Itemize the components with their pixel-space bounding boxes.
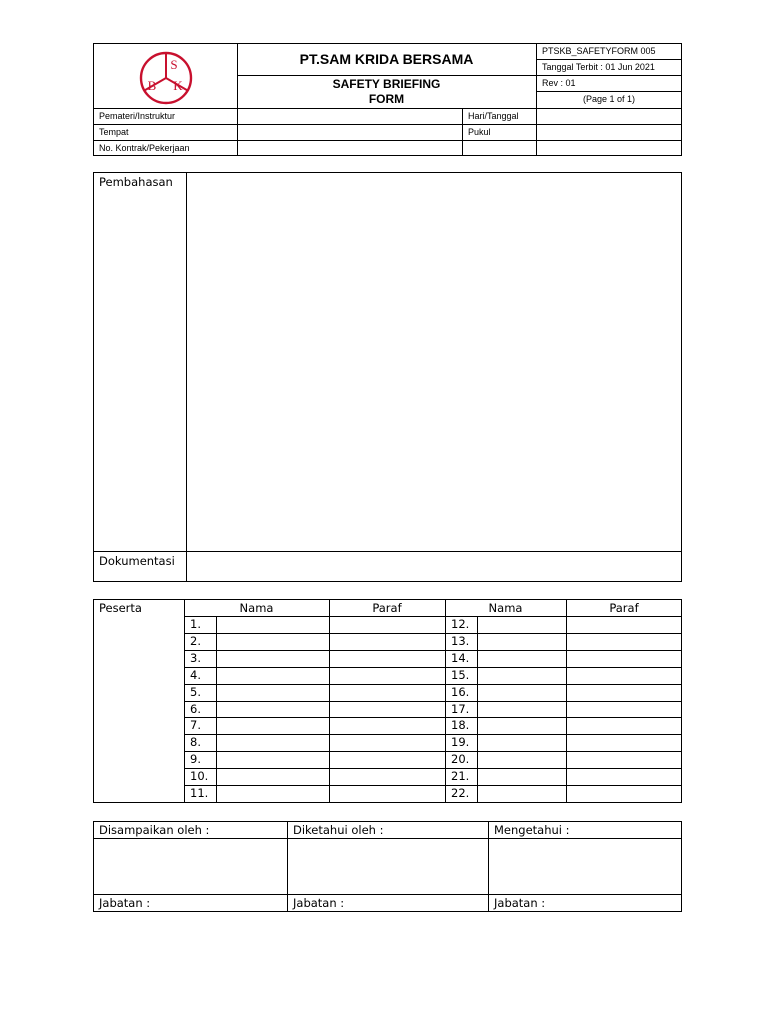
participant-name-field[interactable] xyxy=(217,651,328,666)
row-number: 14. xyxy=(451,651,470,665)
participants-label: Peserta xyxy=(99,601,142,615)
row-number: 15. xyxy=(451,668,470,682)
participant-signature-field[interactable] xyxy=(330,651,444,666)
participant-name-field[interactable] xyxy=(478,735,565,750)
participant-name-field[interactable] xyxy=(217,685,328,700)
participant-name-field[interactable] xyxy=(478,718,565,733)
participant-name-field[interactable] xyxy=(478,634,565,649)
acknowledged-signature-field[interactable] xyxy=(288,839,487,893)
delivered-signature-field[interactable] xyxy=(94,839,286,893)
participant-signature-field[interactable] xyxy=(567,735,681,750)
participant-name-field[interactable] xyxy=(217,752,328,767)
participant-name-field[interactable] xyxy=(217,617,328,632)
column-name: Nama xyxy=(488,601,523,615)
signoff-divider xyxy=(93,894,682,895)
issue-date: Tanggal Terbit : 01 Jun 2021 xyxy=(542,62,655,72)
participant-signature-field[interactable] xyxy=(330,634,444,649)
participant-name-field[interactable] xyxy=(478,668,565,683)
row-number: 2. xyxy=(190,634,201,648)
participant-signature-field[interactable] xyxy=(567,718,681,733)
instructor-label: Pemateri/Instruktur xyxy=(99,111,176,121)
participant-signature-field[interactable] xyxy=(330,769,444,784)
logo-letter-b: B xyxy=(147,78,157,93)
row-number: 3. xyxy=(190,651,201,665)
logo-letter-k: K xyxy=(173,78,183,93)
company-name: PT.SAM KRIDA BERSAMA xyxy=(299,51,474,67)
participant-signature-field[interactable] xyxy=(567,752,681,767)
row-number: 10. xyxy=(190,769,209,783)
row-number: 20. xyxy=(451,752,470,766)
header-divider xyxy=(536,91,682,92)
participant-signature-field[interactable] xyxy=(567,685,681,700)
header-divider xyxy=(536,75,682,76)
row-number: 8. xyxy=(190,735,201,749)
position-label: Jabatan : xyxy=(494,896,546,910)
time-field[interactable] xyxy=(537,125,681,139)
row-number: 5. xyxy=(190,685,201,699)
row-number: 4. xyxy=(190,668,201,682)
participant-signature-field[interactable] xyxy=(330,685,444,700)
row-number: 7. xyxy=(190,718,201,732)
row-number: 11. xyxy=(190,786,209,800)
topic-field[interactable] xyxy=(187,173,681,550)
place-field[interactable] xyxy=(238,125,461,139)
column-name: Nama xyxy=(239,601,274,615)
participant-signature-field[interactable] xyxy=(330,702,444,717)
position-label: Jabatan : xyxy=(293,896,345,910)
participant-name-field[interactable] xyxy=(217,769,328,784)
row-number: 16. xyxy=(451,685,470,699)
date-label: Hari/Tanggal xyxy=(468,111,519,121)
participant-signature-field[interactable] xyxy=(567,702,681,717)
participant-signature-field[interactable] xyxy=(330,668,444,683)
participant-name-field[interactable] xyxy=(217,668,328,683)
participant-name-field[interactable] xyxy=(217,634,328,649)
participant-name-field[interactable] xyxy=(217,718,328,733)
participant-signature-field[interactable] xyxy=(330,786,444,801)
participant-name-field[interactable] xyxy=(478,685,565,700)
row-number: 17. xyxy=(451,702,470,716)
participant-name-field[interactable] xyxy=(478,617,565,632)
row-number: 1. xyxy=(190,617,201,631)
participant-name-field[interactable] xyxy=(478,752,565,767)
date-field[interactable] xyxy=(537,109,681,123)
delivered-by-label: Disampaikan oleh : xyxy=(99,823,210,837)
participant-signature-field[interactable] xyxy=(567,634,681,649)
participant-name-field[interactable] xyxy=(478,651,565,666)
documentation-field[interactable] xyxy=(187,552,681,581)
row-number: 12. xyxy=(451,617,470,631)
participant-name-field[interactable] xyxy=(217,702,328,717)
company-logo xyxy=(132,50,200,106)
form-title-line2: FORM xyxy=(368,92,405,106)
instructor-field[interactable] xyxy=(238,109,461,123)
row-number: 6. xyxy=(190,702,201,716)
topic-label: Pembahasan xyxy=(99,175,173,189)
participant-signature-field[interactable] xyxy=(567,668,681,683)
place-label: Tempat xyxy=(99,127,129,137)
participant-signature-field[interactable] xyxy=(567,651,681,666)
header-divider xyxy=(237,75,536,76)
participant-name-field[interactable] xyxy=(478,769,565,784)
time-label: Pukul xyxy=(468,127,491,137)
participant-name-field[interactable] xyxy=(478,702,565,717)
column-signature: Paraf xyxy=(372,601,402,615)
participant-signature-field[interactable] xyxy=(330,617,444,632)
row-number: 18. xyxy=(451,718,470,732)
participant-signature-field[interactable] xyxy=(567,786,681,801)
approved-signature-field[interactable] xyxy=(489,839,681,893)
contract-field[interactable] xyxy=(238,141,681,155)
header-divider xyxy=(536,59,682,60)
participant-signature-field[interactable] xyxy=(330,718,444,733)
participant-name-field[interactable] xyxy=(478,786,565,801)
logo-letter-s: S xyxy=(170,57,178,72)
documentation-label: Dokumentasi xyxy=(99,554,175,568)
form-title-line1: SAFETY BRIEFING xyxy=(332,77,441,91)
participant-signature-field[interactable] xyxy=(330,735,444,750)
row-number: 21. xyxy=(451,769,470,783)
contract-label: No. Kontrak/Pekerjaan xyxy=(99,143,190,153)
participant-name-field[interactable] xyxy=(217,786,328,801)
revision: Rev : 01 xyxy=(542,78,576,88)
row-number: 13. xyxy=(451,634,470,648)
position-label: Jabatan : xyxy=(99,896,151,910)
participant-signature-field[interactable] xyxy=(567,769,681,784)
row-number: 19. xyxy=(451,735,470,749)
page-number: (Page 1 of 1) xyxy=(582,94,636,104)
acknowledged-by-label: Diketahui oleh : xyxy=(293,823,384,837)
doc-code: PTSKB_SAFETYFORM 005 xyxy=(542,46,656,56)
row-number: 22. xyxy=(451,786,470,800)
row-number: 9. xyxy=(190,752,201,766)
participant-signature-field[interactable] xyxy=(330,752,444,767)
column-signature: Paraf xyxy=(609,601,639,615)
participant-name-field[interactable] xyxy=(217,735,328,750)
participant-signature-field[interactable] xyxy=(567,617,681,632)
approved-by-label: Mengetahui : xyxy=(494,823,570,837)
